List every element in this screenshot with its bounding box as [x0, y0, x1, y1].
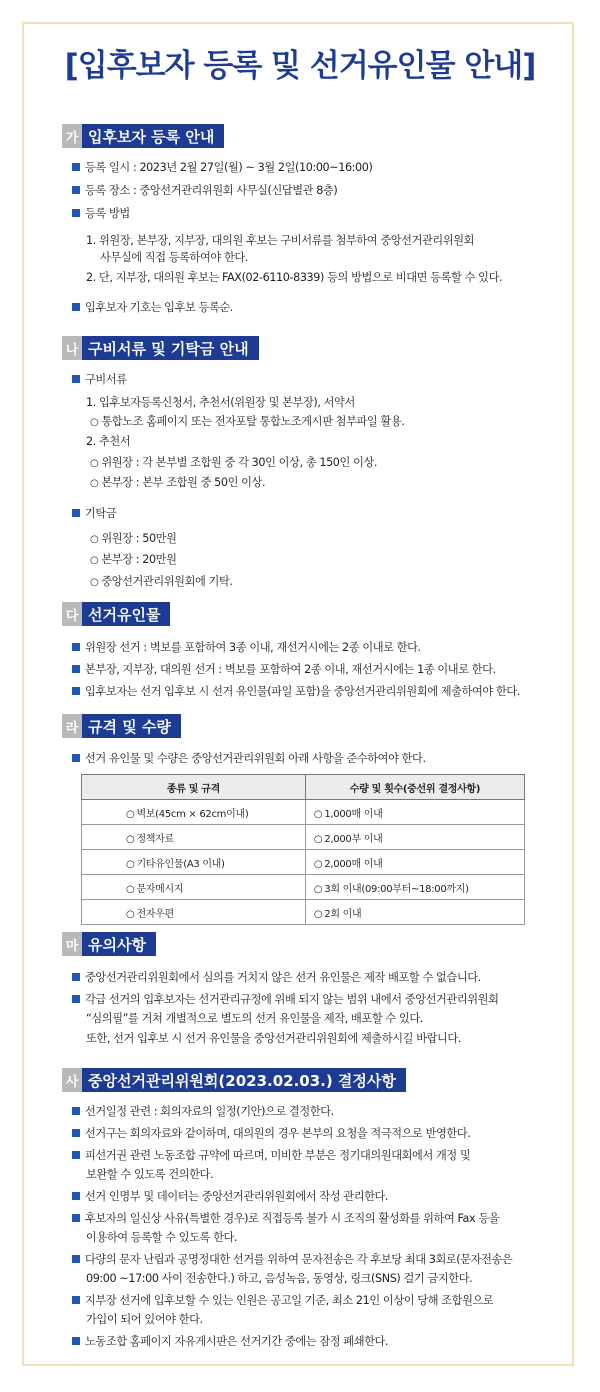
ma-line-4: 또한, 선거 입후보 시 선거 유인물을 중앙선거관리위원회에 제출하시길 바랍니다. [86, 1032, 461, 1045]
table-cell-quantity: ○ 1,000매 이내 [305, 800, 524, 825]
table-cell-kind: ○ 기타유인물(A3 이내) [82, 850, 306, 875]
section-title-ma: 유의사항 [82, 932, 156, 956]
table-header-kind: 종류 및 규격 [82, 775, 306, 800]
na-line-3: ○ 통합노조 홈페이지 또는 전자포탈 통합노조게시판 첨부파일 활용. [90, 414, 404, 431]
sa-line-6: 후보자의 일신상 사유(특별한 경우)로 직접등록 불가 시 조직의 활성화를 위하여 Fax 등을 [72, 1211, 499, 1227]
table-cell-kind: ○ 정책자료 [82, 825, 306, 850]
section-title-na: 구비서류 및 기탁금 안내 [82, 336, 259, 360]
table-cell-quantity: ○ 2,000매 이내 [305, 850, 524, 875]
table-header-quantity: 수량 및 횟수(중선위 결정사항) [305, 775, 524, 800]
ma-line-2: 각급 선거의 입후보자는 선거관리규정에 위배 되지 않는 범위 내에서 중앙선거관리위원회 [72, 992, 498, 1008]
ga-line-7: 입후보자 기호는 입후보 등록순. [72, 300, 233, 316]
table-cell-kind: ○ 문자메시지 [82, 875, 306, 900]
ra-intro: 선거 유인물 및 수량은 중앙선거관리위원회 아래 사항을 준수하여야 한다. [72, 751, 426, 767]
sa-line-10: 지부장 선거에 입후보할 수 있는 인원은 공고일 기준, 최소 21인 이상이 당해 조합원으로 [72, 1293, 493, 1309]
table-row [82, 900, 525, 925]
section-header-ga [62, 124, 224, 148]
table-row [82, 850, 525, 875]
section-header-ra [62, 714, 181, 738]
da-line-3: 입후보자는 선거 입후보 시 선거 유인물(파일 포함)을 중앙선거관리위원회에 제출하여야 한다. [72, 684, 520, 700]
table-cell-quantity: ○ 2,000부 이내 [305, 825, 524, 850]
section-title-ra: 규격 및 수량 [82, 714, 181, 738]
ga-line-6: 2. 단, 지부장, 대의원 후보는 FAX(02-6110-8339) 등의 방법으로 비대면 등록할 수 있다. [86, 271, 503, 284]
section-title-da: 선거유인물 [82, 602, 170, 626]
section-header-sa [62, 1068, 406, 1092]
na-line-8: ○ 위원장 : 50만원 [90, 531, 176, 548]
na-line-10: ○ 중앙선거관리위원회에 기탁. [90, 574, 233, 591]
section-letter-na: 나 [62, 336, 82, 360]
sa-line-7: 이용하여 등록할 수 있도록 한다. [86, 1231, 238, 1244]
table-cell-quantity: ○ 2회 이내 [305, 900, 524, 925]
na-line-4: 2. 추천서 [86, 435, 131, 448]
table-row [82, 875, 525, 900]
section-header-ma [62, 932, 156, 956]
ma-line-3: “심의필”를 거쳐 개별적으로 별도의 선거 유인물을 제작, 배포할 수 있다. [86, 1012, 423, 1025]
ga-line-3: 등록 방법 [72, 206, 130, 222]
na-line-2: 1. 입후보자등록신청서, 추천서(위원장 및 본부장), 서약서 [86, 396, 355, 409]
ma-line-1: 중앙선거관리위원회에서 심의를 거치지 않은 선거 유인물은 제작 배포할 수 없습니다. [72, 970, 481, 986]
na-line-5: ○ 위원장 : 각 본부별 조합원 중 각 30인 이상, 총 150인 이상. [90, 455, 377, 472]
table-cell-kind: ○ 전자우편 [82, 900, 306, 925]
sa-line-1: 선거일정 관련 : 회의자료의 일정(기안)으로 결정한다. [72, 1104, 334, 1120]
sa-line-12: 노동조합 홈페이지 자유게시판은 선거기간 중에는 잠정 폐쇄한다. [72, 1334, 388, 1350]
sa-line-5: 선거 인명부 및 데이터는 중앙선거관리위원회에서 작성 관리한다. [72, 1189, 388, 1205]
section-letter-ga: 가 [62, 124, 82, 148]
section-letter-ma: 마 [62, 932, 82, 956]
ga-line-5: 사무실에 직접 등록하여야 한다. [100, 251, 248, 264]
section-header-da [62, 602, 170, 626]
page-title: [입후보자 등록 및 선거유인물 안내] [64, 48, 536, 84]
spec-table [81, 774, 525, 925]
section-letter-sa: 사 [62, 1068, 82, 1092]
table-cell-kind: ○ 벽보(45cm × 62cm이내) [82, 800, 306, 825]
table-row [82, 800, 525, 825]
sa-line-8: 다량의 문자 난립과 공명정대한 선거를 위하여 문자전송은 각 후보당 최대 3회로(문자전송은 [72, 1252, 512, 1268]
section-letter-da: 다 [62, 602, 82, 626]
na-line-6: ○ 본부장 : 본부 조합원 중 50인 이상. [90, 475, 265, 492]
section-title-sa: 중앙선거관리위원회(2023.02.03.) 결정사항 [82, 1068, 406, 1092]
da-line-2: 본부장, 지부장, 대의원 선거 : 벽보를 포함하여 2종 이내, 재선거시에는 1종 이내로 한다. [72, 662, 496, 678]
sa-line-11: 가입이 되어 있어야 한다. [86, 1313, 203, 1326]
ga-line-4: 1. 위원장, 본부장, 지부장, 대의원 후보는 구비서류를 첨부하여 중앙선거관리위원회 [86, 234, 475, 247]
section-letter-ra: 라 [62, 714, 82, 738]
na-line-9: ○ 본부장 : 20만원 [90, 552, 176, 569]
na-line-1: 구비서류 [72, 372, 127, 388]
ga-line-1: 등록 일시 : 2023년 2월 27일(월) ~ 3월 2일(10:00~16:00) [72, 160, 372, 176]
sa-line-4: 보완할 수 있도록 건의한다. [86, 1168, 214, 1181]
section-header-na [62, 336, 259, 360]
da-line-1: 위원장 선거 : 벽보를 포함하여 3종 이내, 재선거시에는 2종 이내로 한다. [72, 640, 421, 656]
na-line-7: 기탁금 [72, 506, 116, 522]
table-header-row [82, 775, 525, 800]
sa-line-9: 09:00 ~17:00 사이 전송한다.) 하고, 음성녹음, 동영상, 링크(SNS) 걸기 금지한다. [86, 1272, 473, 1285]
table-row [82, 825, 525, 850]
sa-line-2: 선거구는 회의자료와 같이하며, 대의원의 경우 본부의 요청을 적극적으로 반영한다. [72, 1126, 470, 1142]
section-title-ga: 입후보자 등록 안내 [82, 124, 224, 148]
table-cell-quantity: ○ 3회 이내(09:00부터~18:00까지) [305, 875, 524, 900]
sa-line-3: 피선거권 관련 노동조합 규약에 따르며, 미비한 부분은 정기대의원대회에서 개정 및 [72, 1148, 470, 1164]
ga-line-2: 등록 장소 : 중앙선거관리위원회 사무실(신답별관 8층) [72, 183, 337, 199]
